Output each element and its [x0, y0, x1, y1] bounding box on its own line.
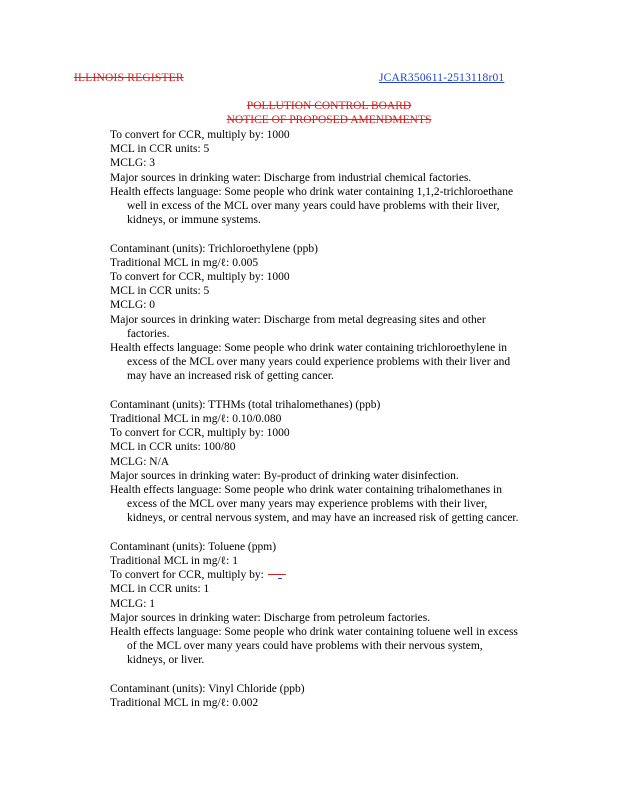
text-line: Health effects language: Some people who drink water containing trichloroethylene in: [110, 342, 508, 355]
text-line: Major sources in drinking water: Discharge from industrial chemical factories.: [110, 171, 472, 184]
blank-line: [110, 526, 605, 540]
text-line: Health effects language: Some people who drink water containing trihalomethanes in: [110, 484, 502, 497]
blank-line: [110, 227, 605, 241]
toluene-convert-line: [110, 568, 605, 582]
text-line: Traditional MCL in mg/ℓ: 1: [110, 555, 238, 568]
register-header: ILLINOIS REGISTER: [74, 72, 184, 84]
text-line: MCL in CCR units: 5: [110, 143, 210, 156]
text-line: Contaminant (units): TTHMs (total trihalomethanes) (ppb): [110, 398, 381, 411]
text-line: well in excess of the MCL over many years could have problems with their liver,: [127, 200, 500, 213]
text-line: Traditional MCL in mg/ℓ: 0.10/0.080: [110, 413, 282, 426]
text-line: MCLG: 1: [110, 597, 156, 610]
blank-line: [110, 668, 605, 682]
text-line: kidneys, or immune systems.: [127, 214, 261, 227]
text-line: Traditional MCL in mg/ℓ: 0.005: [110, 256, 259, 269]
text-line: To convert for CCR, multiply by: 1000: [110, 129, 290, 141]
text-line: Contaminant (units): Toluene (ppm): [110, 540, 277, 553]
text-line: Major sources in drinking water: Discharge from petroleum factories.: [110, 611, 431, 624]
document-id-link[interactable]: JCAR350611-2513118r01: [379, 72, 505, 84]
document-body: [110, 128, 605, 710]
text-line: Health effects language: Some people who drink water containing toluene well in excess: [110, 626, 518, 639]
text-line: kidneys, or liver.: [127, 654, 205, 667]
text-line: MCLG: 3: [110, 157, 156, 170]
text-line: Major sources in drinking water: Discharge from metal degreasing sites and other: [110, 313, 486, 326]
text-line: excess of the MCL over many years may experience problems with their liver,: [127, 498, 488, 511]
text-line: Traditional MCL in mg/ℓ: 0.002: [110, 697, 259, 710]
text-line: of the MCL over many years could have problems with their nervous system,: [127, 640, 483, 653]
text-line: MCLG: N/A: [110, 455, 170, 468]
text-line: MCL in CCR units: 5: [110, 285, 210, 298]
board-title: POLLUTION CONTROL BOARD: [246, 100, 412, 112]
text-line: To convert for CCR, multiply by: 1000: [110, 271, 290, 284]
text-line: MCLG: 0: [110, 299, 156, 312]
text-line: Contaminant (units): Trichloroethylene (ppb): [110, 242, 318, 255]
text-line: Health effects language: Some people who drink water containing 1,1,2-trichloroethane: [110, 185, 514, 198]
blank-line: [110, 384, 605, 398]
revision-mark: [268, 574, 286, 577]
text-line: MCL in CCR units: 100/80: [110, 441, 236, 454]
text-line: factories.: [127, 327, 170, 340]
text-line: Contaminant (units): Vinyl Chloride (ppb): [110, 682, 305, 695]
text-line: excess of the MCL over many years could experience problems with their liver and: [127, 356, 511, 369]
text-line: Major sources in drinking water: By-product of drinking water disinfection.: [110, 469, 459, 482]
text-line: MCL in CCR units: 1: [110, 583, 210, 596]
text-line: may have an increased risk of getting cancer.: [127, 370, 334, 383]
text-line: To convert for CCR, multiply by:: [110, 569, 264, 582]
text-line: kidneys, or central nervous system, and may have an increased risk of getting cancer.: [127, 512, 519, 525]
text-line: To convert for CCR, multiply by: 1000: [110, 427, 290, 440]
notice-title: NOTICE OF PROPOSED AMENDMENTS: [226, 114, 432, 126]
